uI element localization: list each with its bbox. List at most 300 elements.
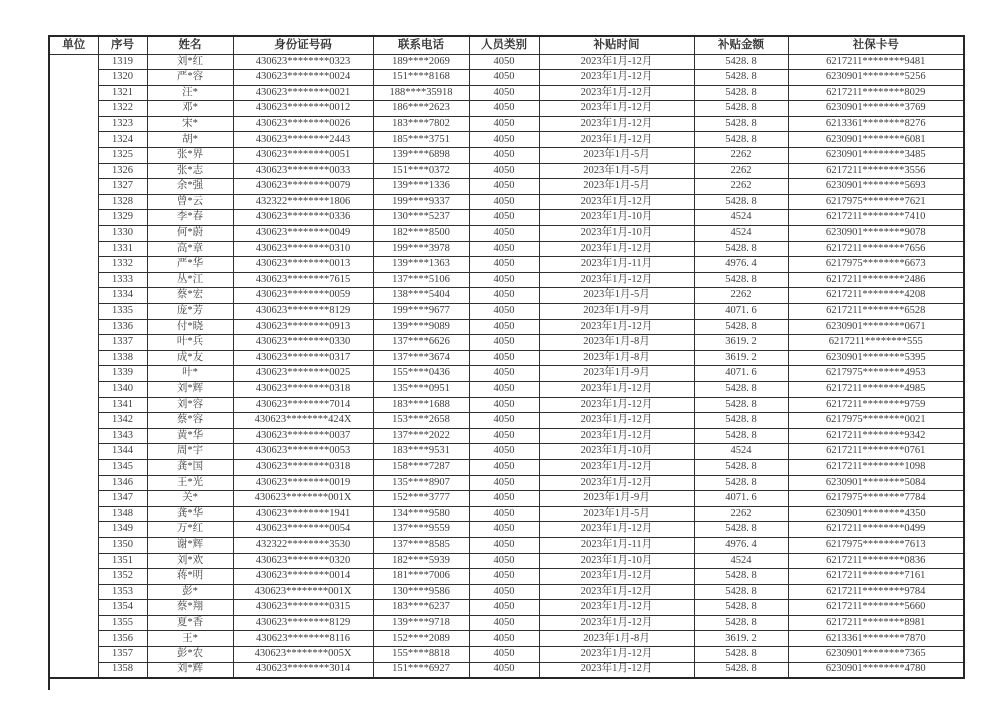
cell-period: 2023年1月-12月	[539, 413, 694, 429]
cell-name: 周*宇	[147, 444, 233, 460]
cell-category: 4050	[469, 631, 539, 647]
table-row	[49, 132, 964, 148]
cell-name: 严*华	[147, 257, 233, 273]
cell-amount: 4524	[694, 210, 788, 226]
cell-name: 叶*	[147, 366, 233, 382]
table-row	[49, 101, 964, 117]
cell-card: 6217211********6528	[788, 304, 964, 320]
cell-period: 2023年1月-12月	[539, 584, 694, 600]
cell-phone: 182****8500	[373, 226, 469, 242]
header-card: 社保卡号	[788, 36, 964, 54]
cell-period: 2023年1月-12月	[539, 381, 694, 397]
table-row	[49, 537, 964, 553]
cell-category: 4050	[469, 459, 539, 475]
cell-category: 4050	[469, 335, 539, 351]
cell-id: 430623********0051	[233, 148, 373, 164]
cell-seq: 1346	[98, 475, 147, 491]
cell-card: 6230901********9078	[788, 226, 964, 242]
cell-phone: 139****6898	[373, 148, 469, 164]
cell-category: 4050	[469, 600, 539, 616]
cell-amount: 2262	[694, 506, 788, 522]
cell-id: 430623********0059	[233, 288, 373, 304]
cell-card: 6230901********5084	[788, 475, 964, 491]
header-amount: 补贴金额	[694, 36, 788, 54]
cell-amount: 5428. 8	[694, 428, 788, 444]
cell-phone: 189****2069	[373, 54, 469, 70]
subsidy-table	[48, 35, 965, 679]
cell-name: 胡*	[147, 132, 233, 148]
cell-seq: 1355	[98, 615, 147, 631]
cell-name: 黄*华	[147, 428, 233, 444]
cell-card: 6217211********555	[788, 335, 964, 351]
cell-id: 430623********0012	[233, 101, 373, 117]
cell-amount: 3619. 2	[694, 631, 788, 647]
cell-period: 2023年1月-12月	[539, 522, 694, 538]
cell-id: 430623********424X	[233, 413, 373, 429]
cell-phone: 137****5106	[373, 272, 469, 288]
cell-seq: 1349	[98, 522, 147, 538]
cell-name: 龚*国	[147, 459, 233, 475]
cell-period: 2023年1月-9月	[539, 366, 694, 382]
cell-category: 4050	[469, 662, 539, 678]
cell-phone: 139****9718	[373, 615, 469, 631]
table-row	[49, 148, 964, 164]
table-row	[49, 569, 964, 585]
cell-card: 6217211********0499	[788, 522, 964, 538]
cell-card: 6217975********7613	[788, 537, 964, 553]
cell-category: 4050	[469, 491, 539, 507]
cell-seq: 1350	[98, 537, 147, 553]
cell-period: 2023年1月-12月	[539, 85, 694, 101]
cell-name: 张*志	[147, 163, 233, 179]
table-row	[49, 381, 964, 397]
cell-period: 2023年1月-5月	[539, 179, 694, 195]
cell-id: 430623********001X	[233, 491, 373, 507]
cell-id: 430623********0330	[233, 335, 373, 351]
cell-amount: 5428. 8	[694, 647, 788, 663]
cell-phone: 152****2089	[373, 631, 469, 647]
cell-phone: 153****2658	[373, 413, 469, 429]
cell-card: 6230901********4780	[788, 662, 964, 678]
cell-card: 6217211********7656	[788, 241, 964, 257]
cell-period: 2023年1月-5月	[539, 506, 694, 522]
cell-phone: 183****7802	[373, 116, 469, 132]
cell-name: 刘*红	[147, 54, 233, 70]
cell-phone: 186****2623	[373, 101, 469, 117]
table-row	[49, 210, 964, 226]
cell-id: 430623********0320	[233, 553, 373, 569]
cell-name: 刘*欢	[147, 553, 233, 569]
cell-id: 430623********0049	[233, 226, 373, 242]
cell-period: 2023年1月-12月	[539, 70, 694, 86]
cell-category: 4050	[469, 366, 539, 382]
cell-phone: 139****1336	[373, 179, 469, 195]
cell-card: 6230901********0671	[788, 319, 964, 335]
cell-category: 4050	[469, 413, 539, 429]
cell-name: 余*强	[147, 179, 233, 195]
cell-phone: 199****9677	[373, 304, 469, 320]
cell-category: 4050	[469, 381, 539, 397]
cell-amount: 5428. 8	[694, 70, 788, 86]
cell-seq: 1353	[98, 584, 147, 600]
cell-name: 宋*	[147, 116, 233, 132]
cell-card: 6230901********5256	[788, 70, 964, 86]
table-row	[49, 491, 964, 507]
cell-card: 6217211********2486	[788, 272, 964, 288]
cell-seq: 1356	[98, 631, 147, 647]
cell-name: 刘*辉	[147, 662, 233, 678]
cell-phone: 199****9337	[373, 194, 469, 210]
cell-period: 2023年1月-9月	[539, 491, 694, 507]
cell-category: 4050	[469, 647, 539, 663]
cell-name: 张*界	[147, 148, 233, 164]
cell-seq: 1323	[98, 116, 147, 132]
cell-seq: 1342	[98, 413, 147, 429]
cell-period: 2023年1月-9月	[539, 304, 694, 320]
cell-name: 曾*云	[147, 194, 233, 210]
cell-card: 6217211********0761	[788, 444, 964, 460]
cell-amount: 5428. 8	[694, 319, 788, 335]
header-id: 身份证号码	[233, 36, 373, 54]
cell-category: 4050	[469, 475, 539, 491]
cell-name: 彭*农	[147, 647, 233, 663]
cell-unit-merged	[49, 54, 98, 678]
cell-seq: 1331	[98, 241, 147, 257]
cell-card: 6217211********5660	[788, 600, 964, 616]
table-row	[49, 304, 964, 320]
cell-amount: 5428. 8	[694, 600, 788, 616]
cell-category: 4050	[469, 226, 539, 242]
table-row	[49, 241, 964, 257]
left-border-continuation	[48, 678, 50, 690]
cell-amount: 5428. 8	[694, 194, 788, 210]
cell-phone: 151****0372	[373, 163, 469, 179]
cell-category: 4050	[469, 350, 539, 366]
cell-name: 丛*江	[147, 272, 233, 288]
cell-phone: 130****5237	[373, 210, 469, 226]
cell-category: 4050	[469, 132, 539, 148]
cell-seq: 1327	[98, 179, 147, 195]
cell-amount: 5428. 8	[694, 459, 788, 475]
cell-category: 4050	[469, 584, 539, 600]
cell-seq: 1334	[98, 288, 147, 304]
cell-id: 430623********0315	[233, 600, 373, 616]
cell-seq: 1320	[98, 70, 147, 86]
cell-id: 430623********0079	[233, 179, 373, 195]
cell-phone: 152****3777	[373, 491, 469, 507]
cell-phone: 137****3674	[373, 350, 469, 366]
cell-name: 蒋*明	[147, 569, 233, 585]
cell-id: 430623********7014	[233, 397, 373, 413]
cell-category: 4050	[469, 210, 539, 226]
cell-amount: 5428. 8	[694, 381, 788, 397]
table-row	[49, 553, 964, 569]
cell-phone: 158****7287	[373, 459, 469, 475]
cell-category: 4050	[469, 148, 539, 164]
table-row	[49, 631, 964, 647]
cell-period: 2023年1月-5月	[539, 288, 694, 304]
cell-seq: 1341	[98, 397, 147, 413]
cell-seq: 1329	[98, 210, 147, 226]
cell-period: 2023年1月-10月	[539, 553, 694, 569]
table-row	[49, 475, 964, 491]
cell-amount: 4071. 6	[694, 304, 788, 320]
cell-card: 6217975********6673	[788, 257, 964, 273]
cell-amount: 4071. 6	[694, 491, 788, 507]
cell-id: 430623********0336	[233, 210, 373, 226]
cell-id: 430623********0318	[233, 381, 373, 397]
cell-period: 2023年1月-10月	[539, 226, 694, 242]
cell-seq: 1337	[98, 335, 147, 351]
cell-id: 430623********0310	[233, 241, 373, 257]
cell-amount: 4976. 4	[694, 257, 788, 273]
cell-amount: 5428. 8	[694, 584, 788, 600]
cell-seq: 1351	[98, 553, 147, 569]
cell-card: 6217211********9342	[788, 428, 964, 444]
table-row	[49, 257, 964, 273]
cell-category: 4050	[469, 537, 539, 553]
cell-phone: 183****9531	[373, 444, 469, 460]
cell-amount: 5428. 8	[694, 272, 788, 288]
cell-phone: 155****0436	[373, 366, 469, 382]
cell-category: 4050	[469, 70, 539, 86]
cell-name: 蔡*宏	[147, 288, 233, 304]
cell-category: 4050	[469, 241, 539, 257]
cell-name: 邓*	[147, 101, 233, 117]
cell-seq: 1345	[98, 459, 147, 475]
cell-name: 万*红	[147, 522, 233, 538]
cell-amount: 4524	[694, 553, 788, 569]
cell-seq: 1358	[98, 662, 147, 678]
cell-period: 2023年1月-12月	[539, 600, 694, 616]
cell-card: 6230901********4350	[788, 506, 964, 522]
cell-category: 4050	[469, 397, 539, 413]
table-row	[49, 226, 964, 242]
cell-amount: 4524	[694, 444, 788, 460]
cell-phone: 137****9559	[373, 522, 469, 538]
cell-name: 严*容	[147, 70, 233, 86]
cell-amount: 5428. 8	[694, 54, 788, 70]
cell-id: 430623********0024	[233, 70, 373, 86]
cell-card: 6217975********7784	[788, 491, 964, 507]
header-unit: 单位	[49, 36, 98, 54]
table-row	[49, 428, 964, 444]
cell-seq: 1328	[98, 194, 147, 210]
cell-phone: 139****1363	[373, 257, 469, 273]
cell-amount: 4976. 4	[694, 537, 788, 553]
cell-period: 2023年1月-8月	[539, 335, 694, 351]
cell-id: 430623********1941	[233, 506, 373, 522]
cell-period: 2023年1月-5月	[539, 148, 694, 164]
cell-id: 432322********1806	[233, 194, 373, 210]
cell-name: 付*晓	[147, 319, 233, 335]
cell-id: 430623********0037	[233, 428, 373, 444]
cell-seq: 1330	[98, 226, 147, 242]
cell-seq: 1325	[98, 148, 147, 164]
cell-card: 6217211********1098	[788, 459, 964, 475]
cell-id: 430623********0019	[233, 475, 373, 491]
cell-category: 4050	[469, 304, 539, 320]
cell-name: 汪*	[147, 85, 233, 101]
cell-name: 庞*芳	[147, 304, 233, 320]
table-row	[49, 272, 964, 288]
cell-amount: 5428. 8	[694, 397, 788, 413]
cell-phone: 137****2022	[373, 428, 469, 444]
cell-seq: 1336	[98, 319, 147, 335]
cell-category: 4050	[469, 54, 539, 70]
cell-seq: 1344	[98, 444, 147, 460]
cell-category: 4050	[469, 163, 539, 179]
cell-phone: 135****8907	[373, 475, 469, 491]
header-period: 补贴时间	[539, 36, 694, 54]
cell-amount: 5428. 8	[694, 413, 788, 429]
cell-category: 4050	[469, 428, 539, 444]
table-row	[49, 584, 964, 600]
table-row	[49, 444, 964, 460]
cell-phone: 199****3978	[373, 241, 469, 257]
cell-amount: 2262	[694, 163, 788, 179]
cell-category: 4050	[469, 615, 539, 631]
cell-phone: 130****9586	[373, 584, 469, 600]
cell-card: 6213361********7870	[788, 631, 964, 647]
cell-amount: 4071. 6	[694, 366, 788, 382]
cell-category: 4050	[469, 179, 539, 195]
cell-name: 成*友	[147, 350, 233, 366]
table-row	[49, 319, 964, 335]
cell-id: 430623********8116	[233, 631, 373, 647]
table-row	[49, 506, 964, 522]
table-row	[49, 54, 964, 70]
cell-amount: 2262	[694, 288, 788, 304]
cell-id: 430623********0013	[233, 257, 373, 273]
cell-seq: 1352	[98, 569, 147, 585]
cell-category: 4050	[469, 272, 539, 288]
cell-card: 6230901********3485	[788, 148, 964, 164]
cell-category: 4050	[469, 569, 539, 585]
cell-seq: 1357	[98, 647, 147, 663]
table-row	[49, 615, 964, 631]
cell-seq: 1321	[98, 85, 147, 101]
cell-card: 6217211********3556	[788, 163, 964, 179]
cell-seq: 1332	[98, 257, 147, 273]
cell-phone: 181****7006	[373, 569, 469, 585]
table-row	[49, 600, 964, 616]
cell-phone: 138****5404	[373, 288, 469, 304]
cell-period: 2023年1月-12月	[539, 475, 694, 491]
cell-id: 430623********0033	[233, 163, 373, 179]
cell-id: 430623********0318	[233, 459, 373, 475]
cell-period: 2023年1月-12月	[539, 241, 694, 257]
cell-card: 6217211********8029	[788, 85, 964, 101]
cell-id: 430623********005X	[233, 647, 373, 663]
cell-id: 430623********0054	[233, 522, 373, 538]
cell-phone: 137****6626	[373, 335, 469, 351]
cell-amount: 5428. 8	[694, 101, 788, 117]
cell-name: 龚*华	[147, 506, 233, 522]
cell-name: 高*章	[147, 241, 233, 257]
cell-seq: 1322	[98, 101, 147, 117]
cell-phone: 183****1688	[373, 397, 469, 413]
cell-phone: 139****9089	[373, 319, 469, 335]
cell-phone: 134****9580	[373, 506, 469, 522]
cell-period: 2023年1月-5月	[539, 163, 694, 179]
cell-id: 430623********0317	[233, 350, 373, 366]
table-row	[49, 350, 964, 366]
cell-phone: 151****8168	[373, 70, 469, 86]
cell-seq: 1338	[98, 350, 147, 366]
header-row	[49, 36, 964, 54]
cell-phone: 155****8818	[373, 647, 469, 663]
cell-category: 4050	[469, 257, 539, 273]
cell-phone: 183****6237	[373, 600, 469, 616]
cell-id: 430623********0025	[233, 366, 373, 382]
cell-name: 刘*容	[147, 397, 233, 413]
cell-name: 夏*香	[147, 615, 233, 631]
cell-card: 6217211********4985	[788, 381, 964, 397]
table-row	[49, 459, 964, 475]
cell-period: 2023年1月-12月	[539, 397, 694, 413]
table-row	[49, 163, 964, 179]
cell-period: 2023年1月-12月	[539, 569, 694, 585]
cell-period: 2023年1月-12月	[539, 459, 694, 475]
cell-period: 2023年1月-12月	[539, 132, 694, 148]
cell-amount: 4524	[694, 226, 788, 242]
cell-card: 6217211********9481	[788, 54, 964, 70]
cell-period: 2023年1月-8月	[539, 350, 694, 366]
cell-id: 430623********0323	[233, 54, 373, 70]
cell-amount: 5428. 8	[694, 116, 788, 132]
table-row	[49, 647, 964, 663]
cell-period: 2023年1月-12月	[539, 101, 694, 117]
table-body	[49, 54, 964, 678]
cell-name: 蔡*容	[147, 413, 233, 429]
cell-period: 2023年1月-12月	[539, 116, 694, 132]
table-row	[49, 366, 964, 382]
cell-card: 6217211********9759	[788, 397, 964, 413]
cell-period: 2023年1月-10月	[539, 210, 694, 226]
table-row	[49, 662, 964, 678]
cell-card: 6230901********3769	[788, 101, 964, 117]
cell-name: 何*蔚	[147, 226, 233, 242]
cell-seq: 1340	[98, 381, 147, 397]
cell-id: 430623********7615	[233, 272, 373, 288]
cell-id: 430623********3014	[233, 662, 373, 678]
cell-id: 432322********3530	[233, 537, 373, 553]
cell-phone: 137****8585	[373, 537, 469, 553]
cell-id: 430623********001X	[233, 584, 373, 600]
cell-name: 关*	[147, 491, 233, 507]
table-row	[49, 194, 964, 210]
cell-name: 王*光	[147, 475, 233, 491]
cell-id: 430623********2443	[233, 132, 373, 148]
cell-card: 6230901********7365	[788, 647, 964, 663]
cell-name: 彭*	[147, 584, 233, 600]
cell-name: 刘*辉	[147, 381, 233, 397]
cell-category: 4050	[469, 506, 539, 522]
cell-amount: 5428. 8	[694, 522, 788, 538]
header-phone: 联系电话	[373, 36, 469, 54]
cell-id: 430623********0913	[233, 319, 373, 335]
cell-card: 6217211********7410	[788, 210, 964, 226]
cell-amount: 5428. 8	[694, 615, 788, 631]
cell-seq: 1324	[98, 132, 147, 148]
cell-category: 4050	[469, 522, 539, 538]
cell-card: 6217211********4208	[788, 288, 964, 304]
cell-name: 谢*辉	[147, 537, 233, 553]
cell-amount: 2262	[694, 179, 788, 195]
table-row	[49, 522, 964, 538]
cell-period: 2023年1月-12月	[539, 319, 694, 335]
